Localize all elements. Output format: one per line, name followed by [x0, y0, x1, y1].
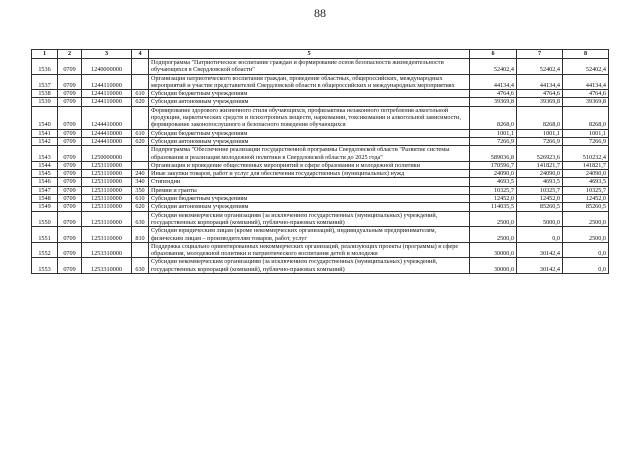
cell-item-name: Подпрограмма "Обеспечение реализации государственной программы Свердловской области "Развитие системы образования и реализация молодежной политики в Свердловской области до 2025 года"	[149, 146, 470, 162]
cell-section-code: 0709	[58, 59, 82, 75]
cell-amount-year-2: 4693,5	[517, 178, 563, 186]
cell-item-name: Субсидии автономным учреждениям	[149, 137, 470, 145]
cell-item-name: Поддержка социально ориентированных некоммерческих организаций, реализующих проекты (программы) в сфере образования, молодежной политики и патриотического воспитания детей и молодежи	[149, 242, 470, 258]
cell-item-name: Субсидии некоммерческим организациям (за исключением государственных (муниципальных) учреждений, государственных корпораций (компаний), публично-правовых компаний)	[149, 211, 470, 227]
table-row	[32, 146, 609, 162]
cell-row-number: 1544	[32, 161, 58, 169]
cell-item-name: Формирование здорового жизненного стиля обучающихся, профилактика незаконного потребления алкогольной продукции, наркотических средств и психотропных веществ, наркомании, токсикомании и алкогольной зависимости, формирование законопослушного и безопасного поведения обучающихся	[149, 106, 470, 129]
cell-target-article-code: 1244110000	[82, 74, 132, 90]
cell-amount-year-1: 44134,4	[470, 74, 517, 90]
cell-amount-year-3: 1001,1	[563, 129, 609, 137]
cell-row-number: 1541	[32, 129, 58, 137]
cell-section-code: 0709	[58, 170, 82, 178]
cell-target-article-code: 1253310000	[82, 242, 132, 258]
cell-row-number: 1537	[32, 74, 58, 90]
cell-row-number: 1540	[32, 106, 58, 129]
cell-section-code: 0709	[58, 161, 82, 169]
cell-row-number: 1551	[32, 227, 58, 243]
page-number: 88	[314, 6, 326, 20]
cell-item-name: Подпрограмма "Патриотическое воспитание граждан и формирование основ безопасности жизнедеятельности обучающихся в Свердловской области"	[149, 59, 470, 75]
cell-amount-year-3: 510232,4	[563, 146, 609, 162]
cell-amount-year-3: 2500,0	[563, 227, 609, 243]
cell-row-number: 1545	[32, 170, 58, 178]
cell-section-code: 0709	[58, 242, 82, 258]
cell-target-article-code: 1244410000	[82, 106, 132, 129]
cell-amount-year-1: 114035,5	[470, 203, 517, 211]
cell-row-number: 1553	[32, 258, 58, 274]
cell-target-article-code: 1253110000	[82, 186, 132, 194]
column-header-1: 1	[32, 50, 58, 59]
cell-item-name: Субсидии бюджетным учреждениям	[149, 129, 470, 137]
cell-section-code: 0709	[58, 211, 82, 227]
cell-row-number: 1548	[32, 195, 58, 203]
cell-expense-type-code	[132, 242, 149, 258]
column-header-4: 4	[132, 50, 149, 59]
cell-target-article-code: 1244110000	[82, 98, 132, 106]
cell-row-number: 1547	[32, 186, 58, 194]
cell-item-name: Субсидии бюджетным учреждениям	[149, 195, 470, 203]
cell-amount-year-3: 10325,7	[563, 186, 609, 194]
cell-section-code: 0709	[58, 186, 82, 194]
table-row	[32, 195, 609, 203]
cell-amount-year-1: 2500,0	[470, 211, 517, 227]
cell-expense-type-code: 630	[132, 258, 149, 274]
cell-expense-type-code	[132, 74, 149, 90]
table-row	[32, 98, 609, 106]
cell-amount-year-2: 0,0	[517, 227, 563, 243]
cell-amount-year-1: 589036,8	[470, 146, 517, 162]
cell-amount-year-2: 44134,4	[517, 74, 563, 90]
cell-row-number: 1539	[32, 98, 58, 106]
cell-amount-year-1: 24090,0	[470, 170, 517, 178]
cell-expense-type-code: 610	[132, 90, 149, 98]
cell-amount-year-1: 10325,7	[470, 186, 517, 194]
cell-amount-year-1: 1001,1	[470, 129, 517, 137]
header-row	[32, 50, 609, 59]
cell-amount-year-3: 39369,8	[563, 98, 609, 106]
cell-amount-year-2: 4764,6	[517, 90, 563, 98]
cell-target-article-code: 1253110000	[82, 178, 132, 186]
cell-expense-type-code: 620	[132, 203, 149, 211]
cell-expense-type-code: 350	[132, 186, 149, 194]
cell-amount-year-2: 5000,0	[517, 211, 563, 227]
cell-section-code: 0709	[58, 178, 82, 186]
cell-amount-year-1: 4764,6	[470, 90, 517, 98]
cell-amount-year-3: 52402,4	[563, 59, 609, 75]
cell-expense-type-code: 340	[132, 178, 149, 186]
cell-amount-year-1: 39369,8	[470, 98, 517, 106]
cell-item-name: Субсидии автономным учреждениям	[149, 203, 470, 211]
table-row	[32, 211, 609, 227]
cell-item-name: Стипендии	[149, 178, 470, 186]
cell-amount-year-1: 2500,0	[470, 227, 517, 243]
table-row	[32, 258, 609, 274]
cell-amount-year-2: 7266,9	[517, 137, 563, 145]
cell-section-code: 0709	[58, 146, 82, 162]
cell-target-article-code: 1253110000	[82, 211, 132, 227]
cell-amount-year-1: 12452,0	[470, 195, 517, 203]
cell-amount-year-3: 85260,5	[563, 203, 609, 211]
cell-target-article-code: 1253310000	[82, 258, 132, 274]
cell-amount-year-3: 141821,7	[563, 161, 609, 169]
cell-amount-year-3: 7266,9	[563, 137, 609, 145]
cell-amount-year-3: 12452,0	[563, 195, 609, 203]
table-row	[32, 242, 609, 258]
cell-row-number: 1546	[32, 178, 58, 186]
cell-amount-year-2: 1001,1	[517, 129, 563, 137]
cell-target-article-code: 1253110000	[82, 195, 132, 203]
table-row	[32, 170, 609, 178]
cell-section-code: 0709	[58, 203, 82, 211]
cell-target-article-code: 1244410000	[82, 129, 132, 137]
cell-amount-year-3: 4693,5	[563, 178, 609, 186]
cell-amount-year-2: 10325,7	[517, 186, 563, 194]
cell-target-article-code: 1250000000	[82, 146, 132, 162]
cell-expense-type-code: 620	[132, 137, 149, 145]
column-header-3: 3	[82, 50, 132, 59]
table-body	[32, 59, 609, 274]
cell-amount-year-1: 7266,9	[470, 137, 517, 145]
table-row	[32, 161, 609, 169]
cell-target-article-code: 1244410000	[82, 137, 132, 145]
cell-target-article-code: 1253110000	[82, 227, 132, 243]
cell-section-code: 0709	[58, 137, 82, 145]
budget-table	[31, 49, 609, 274]
cell-row-number: 1542	[32, 137, 58, 145]
table-row	[32, 178, 609, 186]
cell-section-code: 0709	[58, 258, 82, 274]
cell-item-name: Субсидии юридическим лицам (кроме некоммерческих организаций), индивидуальным предпринимателям, физическим лицам – производителям товаров, работ, услуг	[149, 227, 470, 243]
cell-item-name: Организация и проведение общественных мероприятий в сфере образования и молодежной политики	[149, 161, 470, 169]
table-row	[32, 203, 609, 211]
cell-amount-year-1: 30000,0	[470, 258, 517, 274]
column-header-2: 2	[58, 50, 82, 59]
cell-expense-type-code: 810	[132, 227, 149, 243]
cell-expense-type-code: 610	[132, 195, 149, 203]
cell-amount-year-2: 52402,4	[517, 59, 563, 75]
column-header-8: 8	[563, 50, 609, 59]
table-row	[32, 137, 609, 145]
cell-amount-year-1: 52402,4	[470, 59, 517, 75]
cell-amount-year-1: 30000,0	[470, 242, 517, 258]
cell-amount-year-1: 8268,0	[470, 106, 517, 129]
cell-target-article-code: 1253110000	[82, 203, 132, 211]
table-row	[32, 90, 609, 98]
cell-amount-year-2: 526923,6	[517, 146, 563, 162]
cell-item-name: Субсидии некоммерческим организациям (за исключением государственных (муниципальных) учреждений, государственных корпораций (компаний), публично-правовых компаний)	[149, 258, 470, 274]
cell-amount-year-3: 0,0	[563, 242, 609, 258]
cell-amount-year-2: 85260,5	[517, 203, 563, 211]
cell-expense-type-code: 620	[132, 98, 149, 106]
table-row	[32, 129, 609, 137]
cell-amount-year-3: 44134,4	[563, 74, 609, 90]
table-row	[32, 59, 609, 75]
cell-amount-year-2: 141821,7	[517, 161, 563, 169]
cell-target-article-code: 1240000000	[82, 59, 132, 75]
cell-row-number: 1536	[32, 59, 58, 75]
cell-amount-year-2: 12452,0	[517, 195, 563, 203]
cell-target-article-code: 1244110000	[82, 90, 132, 98]
cell-section-code: 0709	[58, 129, 82, 137]
cell-item-name: Премии и гранты	[149, 186, 470, 194]
cell-amount-year-2: 30142,4	[517, 258, 563, 274]
cell-item-name: Организация патриотического воспитания граждан, проведение областных, общероссийских, международных мероприятий и участие представителей Свердловской области в общероссийских и международных мероприятиях	[149, 74, 470, 90]
cell-amount-year-1: 170596,7	[470, 161, 517, 169]
cell-expense-type-code: 240	[132, 170, 149, 178]
cell-amount-year-3: 24090,0	[563, 170, 609, 178]
cell-expense-type-code: 630	[132, 211, 149, 227]
cell-amount-year-3: 8268,0	[563, 106, 609, 129]
column-header-5: 5	[149, 50, 470, 59]
cell-row-number: 1538	[32, 90, 58, 98]
column-header-6: 6	[470, 50, 517, 59]
cell-section-code: 0709	[58, 195, 82, 203]
cell-target-article-code: 1253110000	[82, 170, 132, 178]
cell-amount-year-3: 4764,6	[563, 90, 609, 98]
cell-target-article-code: 1253110000	[82, 161, 132, 169]
cell-expense-type-code	[132, 161, 149, 169]
table-row	[32, 186, 609, 194]
table-row	[32, 74, 609, 90]
cell-expense-type-code	[132, 59, 149, 75]
cell-section-code: 0709	[58, 106, 82, 129]
cell-amount-year-3: 2500,0	[563, 211, 609, 227]
cell-amount-year-3: 0,0	[563, 258, 609, 274]
table-row	[32, 106, 609, 129]
table-row	[32, 227, 609, 243]
cell-section-code: 0709	[58, 74, 82, 90]
cell-item-name: Иные закупки товаров, работ и услуг для обеспечения государственных (муниципальных) нужд	[149, 170, 470, 178]
cell-expense-type-code	[132, 106, 149, 129]
cell-amount-year-2: 24090,0	[517, 170, 563, 178]
cell-section-code: 0709	[58, 90, 82, 98]
cell-row-number: 1549	[32, 203, 58, 211]
cell-section-code: 0709	[58, 227, 82, 243]
cell-row-number: 1543	[32, 146, 58, 162]
cell-amount-year-2: 39369,8	[517, 98, 563, 106]
cell-expense-type-code: 610	[132, 129, 149, 137]
cell-amount-year-2: 30142,4	[517, 242, 563, 258]
cell-row-number: 1550	[32, 211, 58, 227]
cell-section-code: 0709	[58, 98, 82, 106]
column-header-7: 7	[517, 50, 563, 59]
cell-amount-year-1: 4693,5	[470, 178, 517, 186]
cell-expense-type-code	[132, 146, 149, 162]
cell-row-number: 1552	[32, 242, 58, 258]
cell-item-name: Субсидии бюджетным учреждениям	[149, 90, 470, 98]
cell-amount-year-2: 8268,0	[517, 106, 563, 129]
cell-item-name: Субсидии автономным учреждениям	[149, 98, 470, 106]
